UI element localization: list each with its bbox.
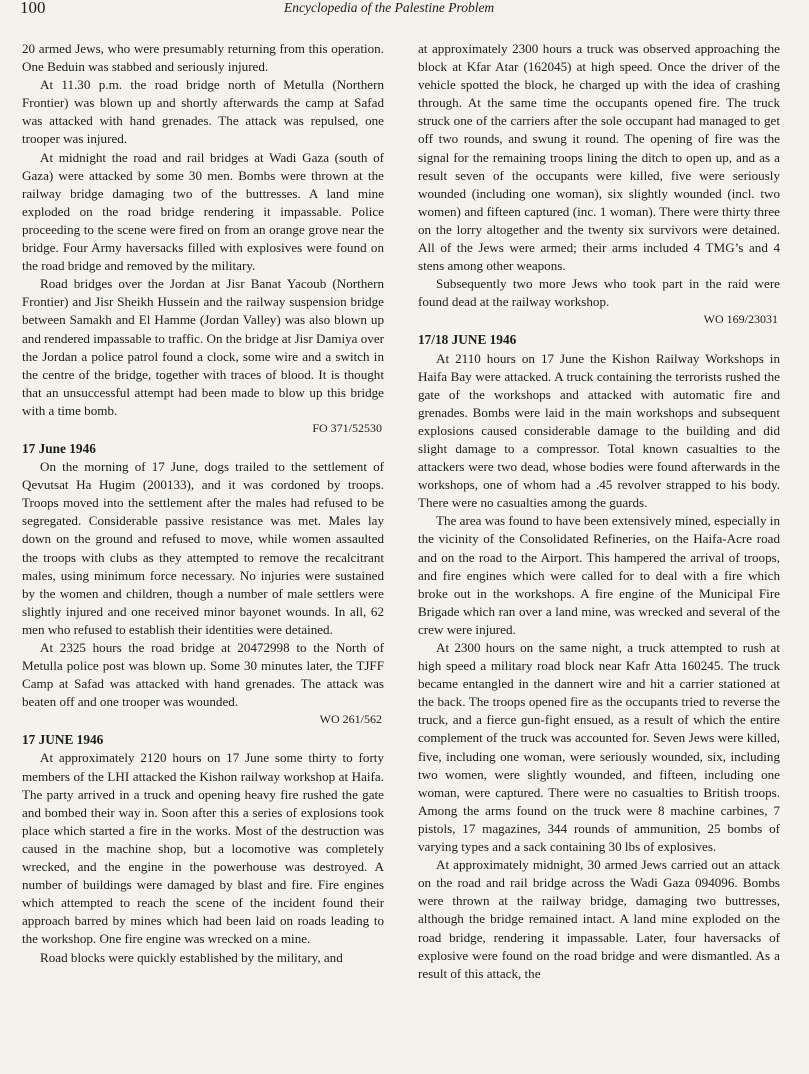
paragraph: At approximately 2120 hours on 17 June some thirty to forty members of the LHI attacked the Kishon railway workshop at Haifa. The party arrived in a truck and opening heavy fire rushed the gate and bombed their way in. Soon after this a series of explosions took place which started a fire in the works. Most of the destruction was caused in the machine shop, but a locomotive was completely wrecked, and the engine in the powerhouse was destroyed. A number of buildings were damaged by blast and fire. Fire engines which attempted to reach the scene of the incident found their approach barred by mines which had been laid on roads leading to the workshop. One fire engine was wrecked on a mine. bbox=[22, 750, 384, 947]
page-number: 100 bbox=[20, 0, 46, 17]
source-reference: WO 261/562 bbox=[319, 712, 382, 727]
section-heading: 17/18 JUNE 1946 bbox=[418, 332, 517, 348]
page-header bbox=[0, 0, 809, 20]
paragraph: At 2110 hours on 17 June the Kishon Railway Workshops in Haifa Bay were attacked. A truck containing the terrorists rushed the gate of the workshops and attacked with automatic fire and grenades. Bombs were laid in the main workshops and subsequent explosions caused considerable damage to the building and did slight damage to a compressor. Total known casualties to the attackers were two dead, whose bodies were found afterwards in the workshops, one of whom had a .45 revolver strapped to his body. There were no casualties among the guards. bbox=[418, 350, 780, 511]
left-column bbox=[22, 40, 384, 967]
paragraph: At 2325 hours the road bridge at 20472998 to the North of Metulla police post was blown up. Some 30 minutes later, the TJFF Camp at Safad was attacked with hand grenades. The attack was beaten off and one trooper was wounded. bbox=[22, 640, 384, 710]
source-reference: FO 371/52530 bbox=[312, 420, 382, 435]
paragraph: At 2300 hours on the same night, a truck attempted to rush at high speed a military road block near Kafr Atta 160245. The truck became entangled in the dannert wire and hit a carrier stationed at the back. The troops opened fire as the occupants tried to reverse the truck, and a fierce gun-fight ensued, as a result of which the entire complement of the truck was accounted for. Seven Jews were killed, five, including one woman, were seriously wounded, six, including two women, were slightly wounded, and fifteen, including one woman, were captured. There were no casualties to British troops. Among the arms found on the truck were 8 machine carbines, 7 pistols, 17 magazines, 344 rounds of ammunition, 25 bombs of varying types and a sack containing 30 lbs of explosives. bbox=[418, 640, 780, 855]
section-heading: 17 JUNE 1946 bbox=[22, 732, 104, 748]
running-head: Encyclopedia of the Palestine Problem bbox=[284, 0, 495, 15]
section-heading: 17 June 1946 bbox=[22, 440, 96, 456]
source-reference: WO 169/23031 bbox=[703, 312, 778, 327]
paragraph: Road blocks were quickly established by the military, and bbox=[40, 949, 343, 965]
paragraph: Road bridges over the Jordan at Jisr Banat Yacoub (Northern Frontier) and Jisr Sheikh Hussein and the railway suspension bridge between Samakh and El Hamme (Jordan Valley) was also blown up and rendered impassable to traffic. On the bridge at Jisr Damiya over the Jordan a police patrol found a clock, some wire and a switch in the centre of the bridge, together with traces of blood. It is thought that an unsuccessful attempt had been made to blow up this bridge with a time bomb. bbox=[22, 276, 384, 418]
paragraph: At approximately midnight, 30 armed Jews carried out an attack on the road and rail bridge across the Wadi Gaza 094096. Bombs were thrown at the railway bridge, damaging two buttresses, although the bridge remained intact. A land mine exploded on the road bridge, rendering it impassable. Later, four haversacks of explosive were found on the road bridge and were dismantled. As a result of this attack, the bbox=[418, 857, 780, 981]
paragraph: On the morning of 17 June, dogs trailed to the settlement of Qevutsat Ha Hugim (200133), and it was cordoned by troops. Troops moved into the settlement after the males had refused to be segregated. Considerable passive resistance was met. Males lay down on the ground and refused to move, while women assaulted the troops with clubs as they attempted to remove the recalcitrant males, using minimum force necessary. No injuries were sustained by the women and children, though a number of male settlers were slightly injured and one received minor bayonet wounds. In all, 62 men who refused to establish their identities were detained. bbox=[22, 459, 384, 637]
paragraph: At midnight the road and rail bridges at Wadi Gaza (south of Gaza) were attacked by some 30 men. Bombs were thrown at the railway bridge damaging two of the buttresses. A land mine exploded on the road bridge rendering it impassable. Police proceeding to the scene were fired on from an orange grove near the bridge. Four Army haversacks filled with explosives were found on the road bridge and removed by the military. bbox=[22, 149, 384, 274]
paragraph: At 11.30 p.m. the road bridge north of Metulla (Northern Frontier) was blown up and shortly afterwards the camp at Safad was attacked with hand grenades. The attack was repulsed, one trooper was injured. bbox=[22, 77, 384, 147]
paragraph: Subsequently two more Jews who took part in the raid were found dead at the railway workshop. bbox=[418, 276, 780, 310]
paragraph: 20 armed Jews, who were presumably returning from this operation. One Beduin was stabbed and seriously injured. bbox=[22, 41, 384, 75]
paragraph: The area was found to have been extensively mined, especially in the vicinity of the Consolidated Refineries, on the Haifa-Acre road and on the road to the Airport. This hampered the arrival of troops, and fire engines which were called for to deal with a fire which broke out in the workshops. A fire engine of the Municipal Fire Brigade which ran over a land mine, was wrecked and several of the crew were injured. bbox=[418, 513, 780, 637]
right-column bbox=[418, 40, 780, 983]
paragraph: at approximately 2300 hours a truck was observed approaching the block at Kfar Atar (162045) at high speed. Once the driver of the vehicle spotted the block, he charged up with the idea of crashing through. At the same time the occupants opened fire. The truck struck one of the carriers after the sole occupant had managed to get off two rounds, and swung it round. The opening of fire was the signal for the remaining troops lining the ditch to open up, and as a result seven of the occupants were killed, five were seriously wounded (including one woman), six slightly wounded (incl. two women) and fifteen captured (inc. 1 woman). There were thirty three on the lorry altogether and the twenty six survivors were detained. All of the Jews were armed; their arms included 4 TMG’s and 4 stens among other weapons. bbox=[418, 41, 780, 274]
